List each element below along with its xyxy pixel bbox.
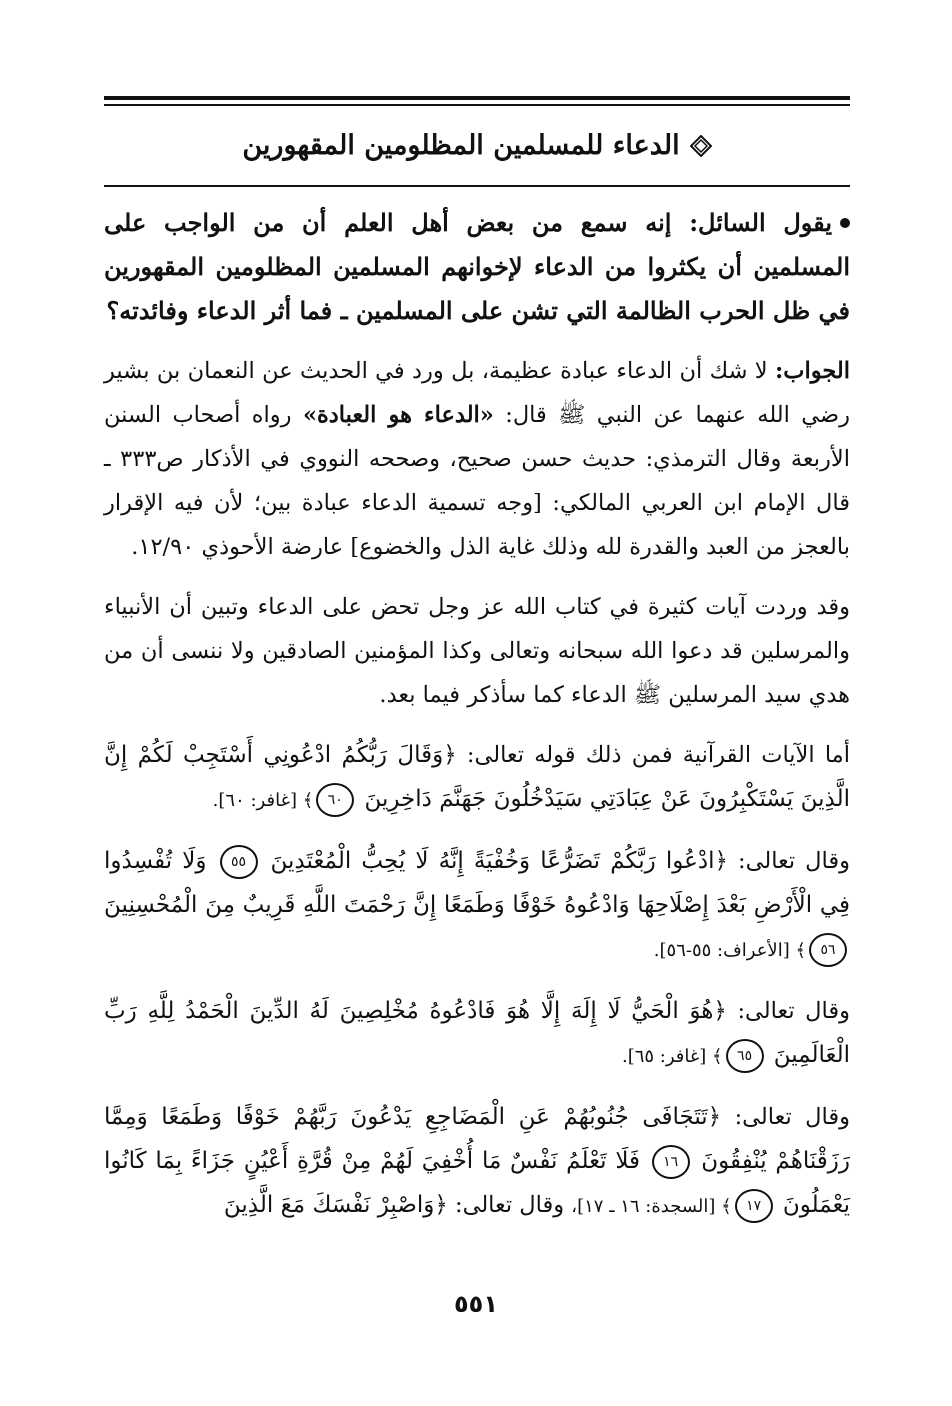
quran-verse: ﴿تَتَجَافَى جُنُوبُهُمْ عَنِ الْمَضَاجِعِ يَدْعُونَ رَبَّهُمْ خَوْفًا وَطَمَعًا وَمِمَّا رَزَقْنَاهُمْ يُنْفِقُونَ <box>104 1104 851 1175</box>
answer-label: الجواب: <box>775 358 850 385</box>
answer-paragraph-2 <box>104 585 850 717</box>
question-text: يقول السائل: إنه سمع من بعض أهل العلم أن من الواجب على المسلمين أن يكثروا من الدعاء لإخوانهم المسلمين المظلومين المقهورين في ظل الحرب الظالمة التي تشن على المسلمين ـ فما أثر الدعاء وفائدته؟ <box>104 208 850 326</box>
page-title-text: الدعاء للمسلمين المظلومين المقهورين <box>242 130 680 161</box>
verse-number-marker: ٥٥ <box>220 845 258 879</box>
verse-intro: أما الآيات القرآنية فمن ذلك قوله تعالى: <box>466 742 850 769</box>
quran-verse: ﴿وَاصْبِرْ نَفْسَكَ مَعَ الَّذِينَ <box>223 1192 448 1219</box>
quran-verse: ﴿وَقَالَ رَبُّكُمُ ادْعُونِي أَسْتَجِبْ لَكُمْ إِنَّ الَّذِينَ يَسْتَكْبِرُونَ عَنْ عِبَادَتِي سَيَدْخُلُونَ جَهَنَّمَ دَاخِرِينَ <box>104 742 850 813</box>
verse-intro: وقال تعالى: <box>454 1192 565 1219</box>
paragraph-2-text: وقد وردت آيات كثيرة في كتاب الله عز وجل تحض على الدعاء وتبين أن الأنبياء والمرسلين قد دعوا الله سبحانه وتعالى وكذا المؤمنين الصادقين ولا ننسى أن من هدي سيد المرسلين ﷺ الدعاء كما سأذكر فيما بعد. <box>104 594 850 709</box>
page-number: ٥٥١ <box>454 1290 498 1318</box>
quran-verse: ﴿هُوَ الْحَيُّ لَا إِلَهَ إِلَّا هُوَ فَادْعُوهُ مُخْلِصِينَ لَهُ الدِّينَ الْحَمْدُ لِلَّهِ رَبِّ الْعَالَمِينَ <box>104 998 850 1069</box>
page-title <box>104 106 850 177</box>
verse-reference: ﴾ [السجدة: ١٦ ـ ١٧]، <box>571 1196 732 1218</box>
verse-number-marker: ١٦ <box>652 1145 690 1179</box>
verse-number-marker: ٦٥ <box>726 1039 764 1073</box>
hadith-quote: «الدعاء هو العبادة» <box>302 402 494 429</box>
answer-text-a: لا شك أن الدعاء عبادة عظيمة، بل ورد في الحديث عن النعمان بن بشير رضي الله عنهما عن النبي ﷺ قال: <box>104 358 851 429</box>
page-content <box>104 96 850 1229</box>
verse-paragraph-2 <box>104 839 850 973</box>
verse-reference: ﴾ [غافر: ٦٥]. <box>621 1046 723 1068</box>
verse-paragraph-1 <box>104 733 850 823</box>
bullet-icon <box>840 218 850 228</box>
verse-intro: وقال تعالى: <box>734 1104 850 1131</box>
verse-paragraph-3 <box>104 989 850 1079</box>
header-rule-top <box>104 96 850 100</box>
question-paragraph <box>104 201 850 333</box>
verse-reference: ﴾ [الأعراف: ٥٥-٥٦]. <box>653 940 806 962</box>
diamond-ornament-icon <box>690 135 712 157</box>
verse-number-marker: ٥٦ <box>809 933 847 967</box>
quran-verse: وَلَا تُفْسِدُوا فِي الْأَرْضِ بَعْدَ إِصْلَاحِهَا وَادْعُوهُ خَوْفًا وَطَمَعًا إِنَّ رَحْمَتَ اللَّهِ قَرِيبٌ مِنَ الْمُحْسِنِينَ <box>104 848 850 919</box>
verse-number-marker: ١٧ <box>735 1189 773 1223</box>
header-rule-bottom <box>104 185 850 187</box>
quran-verse: فَلَا تَعْلَمُ نَفْسٌ مَا أُخْفِيَ لَهُمْ مِنْ قُرَّةِ أَعْيُنٍ جَزَاءً بِمَا كَانُوا يَعْمَلُونَ <box>104 1148 850 1219</box>
quran-verse: ﴿ادْعُوا رَبَّكُمْ تَضَرُّعًا وَخُفْيَةً إِنَّهُ لَا يُحِبُّ الْمُعْتَدِينَ <box>270 848 729 875</box>
verse-intro: وقال تعالى: <box>737 998 851 1025</box>
verse-reference: ﴾ [غافر: ٦٠]. <box>212 790 314 812</box>
verse-number-marker: ٦٠ <box>316 783 354 817</box>
verse-paragraph-4 <box>104 1095 850 1229</box>
verse-intro: وقال تعالى: <box>738 848 850 875</box>
answer-paragraph-1 <box>104 349 850 569</box>
answer-text-b: رواه أصحاب السنن الأربعة وقال الترمذي: حديث حسن صحيح، وصححه النووي في الأذكار ص٣٣٣ ـ قال الإمام ابن العربي المالكي: [وجه تسمية الدعاء عبادة بين؛ لأن فيه الإقرار بالعجز من العبد والقدرة لله وذلك غاية الذل والخضوع] عارضة الأحوذي ١٢/٩٠. <box>104 402 850 561</box>
